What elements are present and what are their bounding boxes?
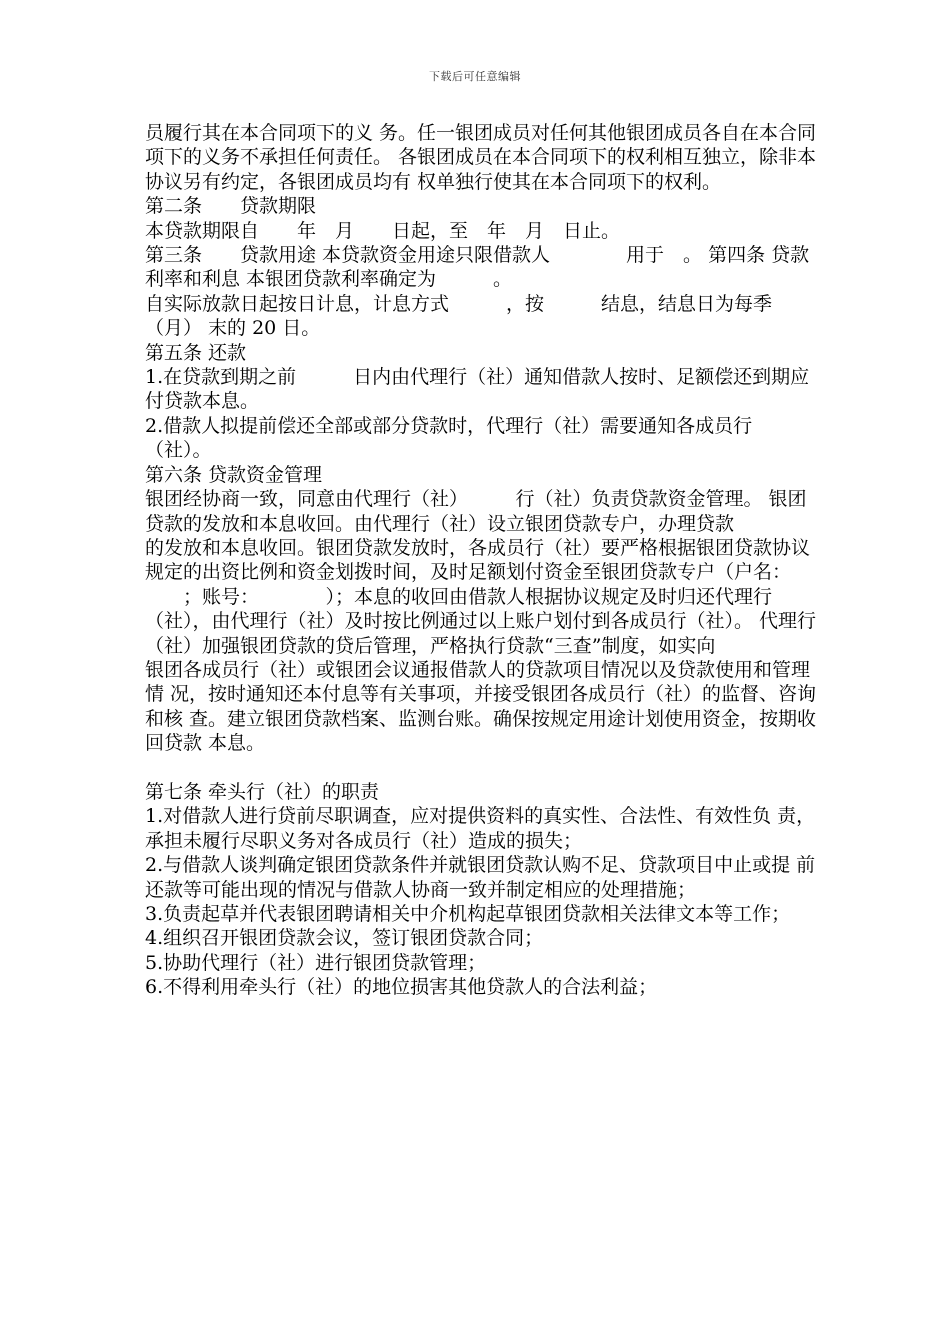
paragraph: 的发放和本息收回。银团贷款发放时，各成员行（社）要严格根据银团贷款协议 规定的出资比例和资金划拨时间，及时足额划付资金至银团贷款专户（户名： xyxy=(145,536,817,584)
paragraph: 2.与借款人谈判确定银团贷款条件并就银团贷款认购不足、贷款项目中止或提 前还款等可能出现的情况与借款人协商一致并制定相应的处理措施； xyxy=(145,854,816,901)
paragraph: 本贷款期限自 年 月 日起，至 年 月 日止。 xyxy=(145,219,621,242)
paragraph: 自实际放款日起按日计息，计息方式 ，按 结息，结息日为每季（月） 末的 20 日。 xyxy=(145,292,773,340)
paragraph: 2.借款人拟提前偿还全部或部分贷款时，代理行（社）需要通知各成员行 xyxy=(145,414,753,437)
paragraph: 6.不得利用牵头行（社）的地位损害其他贷款人的合法利益； xyxy=(145,976,658,999)
paragraph: 4.组织召开银团贷款会议，签订银团贷款合同； xyxy=(145,927,544,950)
article-heading: 第五条 还款 xyxy=(145,341,247,364)
paragraph: 员履行其在本合同项下的义 务。任一银团成员对任何其他银团成员各自在本合同项下的义务不承担任何责任。 各银团成员在本合同项下的权利相互独立，除非本协议另有约定，各银团成员均有 权单独行使其在本合同项下的权利。 xyxy=(145,122,817,193)
page-header: 下载后可任意编辑 xyxy=(429,70,521,83)
paragraph: 3.负责起草并代表银团聘请相关中介机构起草银团贷款相关法律文本等工作； xyxy=(145,902,791,925)
blank-line xyxy=(145,756,817,780)
paragraph: ；账号： ）；本息的收回由借款人根据协议规定及时归还代理行 xyxy=(145,585,773,608)
paragraph: 第三条 贷款用途 本贷款资金用途只限借款人 用于 。 第四条 贷款利率和利息 本银团贷款利率确定为 。 xyxy=(145,244,810,291)
document-body xyxy=(145,121,817,1000)
paragraph: 银团各成员行（社）或银团会议通报借款人的贷款项目情况以及贷款使用和管理情 况，按时通知还本付息等有关事项，并接受银团各成员行（社）的监督、咨询和核 查。建立银团贷款档案、监测台账。确保按规定用途计划使用资金，按期收回贷款 本息。 xyxy=(145,658,817,755)
paragraph: 1.在贷款到期之前 日内由代理行（社）通知借款人按时、足额偿还到期应 付贷款本息。 xyxy=(145,366,816,413)
article-heading: 第二条 贷款期限 xyxy=(145,195,317,218)
paragraph: （社）。 xyxy=(145,439,212,462)
article-heading: 第七条 牵头行（社）的职责 xyxy=(145,780,380,803)
paragraph: 5.协助代理行（社）进行银团贷款管理； xyxy=(145,951,487,974)
article-heading: 第六条 贷款资金管理 xyxy=(145,463,323,486)
paragraph: （社），由代理行（社）及时按比例通过以上账户划付到各成员行（社）。 代理行（社）加强银团贷款的贷后管理，严格执行贷款“三查”制度，如实向 xyxy=(145,610,817,657)
paragraph: 银团经协商一致，同意由代理行（社） 行（社）负责贷款资金管理。 银团贷款的发放和本息收回。由代理行（社）设立银团贷款专户，办理贷款 xyxy=(145,488,807,535)
paragraph: 1.对借款人进行贷前尽职调查，应对提供资料的真实性、合法性、有效性负 责，承担未履行尽职义务对各成员行（社）造成的损失； xyxy=(145,805,816,852)
